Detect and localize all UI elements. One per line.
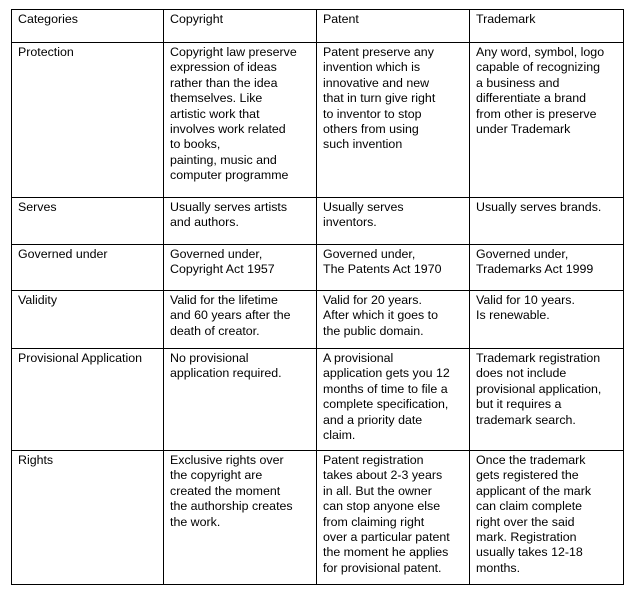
trademark-cell: Valid for 10 years. Is renewable.: [470, 291, 624, 349]
copyright-cell: Governed under, Copyright Act 1957: [164, 245, 317, 291]
patent-cell: Patent preserve any invention which is innovative and new that in turn give right to inventor to stop others from using such invention: [317, 43, 470, 198]
trademark-cell: Any word, symbol, logo capable of recognizing a business and differentiate a brand from other is preserve under Trademark: [470, 43, 624, 198]
header-copyright: Copyright: [164, 10, 317, 43]
patent-cell: Patent registration takes about 2-3 years in all. But the owner can stop anyone else from claiming right over a particular patent the moment he applies for provisional patent.: [317, 451, 470, 585]
table-row: [12, 245, 624, 291]
patent-cell: Valid for 20 years. After which it goes to the public domain.: [317, 291, 470, 349]
copyright-cell: Exclusive rights over the copyright are created the moment the authorship creates the work.: [164, 451, 317, 585]
trademark-cell: Once the trademark gets registered the applicant of the mark can claim complete right over the said mark. Registration usually takes 12-18 months.: [470, 451, 624, 585]
header-trademark: Trademark: [470, 10, 624, 43]
copyright-cell: Copyright law preserve expression of ideas rather than the idea themselves. Like artistic work that involves work related to books, painting, music and computer programme: [164, 43, 317, 198]
category-cell: Protection: [12, 43, 164, 198]
patent-cell: Governed under, The Patents Act 1970: [317, 245, 470, 291]
category-cell: Provisional Application: [12, 349, 164, 451]
ip-comparison-table: [11, 9, 624, 585]
header-row: [12, 10, 624, 43]
copyright-cell: Usually serves artists and authors.: [164, 198, 317, 245]
header-patent: Patent: [317, 10, 470, 43]
patent-cell: A provisional application gets you 12 months of time to file a complete specification, and a priority date claim.: [317, 349, 470, 451]
table-row: [12, 198, 624, 245]
copyright-cell: No provisional application required.: [164, 349, 317, 451]
table-row: [12, 349, 624, 451]
trademark-cell: Usually serves brands.: [470, 198, 624, 245]
category-cell: Serves: [12, 198, 164, 245]
trademark-cell: Trademark registration does not include provisional application, but it requires a trademark search.: [470, 349, 624, 451]
trademark-cell: Governed under, Trademarks Act 1999: [470, 245, 624, 291]
table-row: [12, 451, 624, 585]
category-cell: Governed under: [12, 245, 164, 291]
category-cell: Rights: [12, 451, 164, 585]
table-row: [12, 43, 624, 198]
header-categories: Categories: [12, 10, 164, 43]
category-cell: Validity: [12, 291, 164, 349]
copyright-cell: Valid for the lifetime and 60 years after the death of creator.: [164, 291, 317, 349]
table-row: [12, 291, 624, 349]
patent-cell: Usually serves inventors.: [317, 198, 470, 245]
